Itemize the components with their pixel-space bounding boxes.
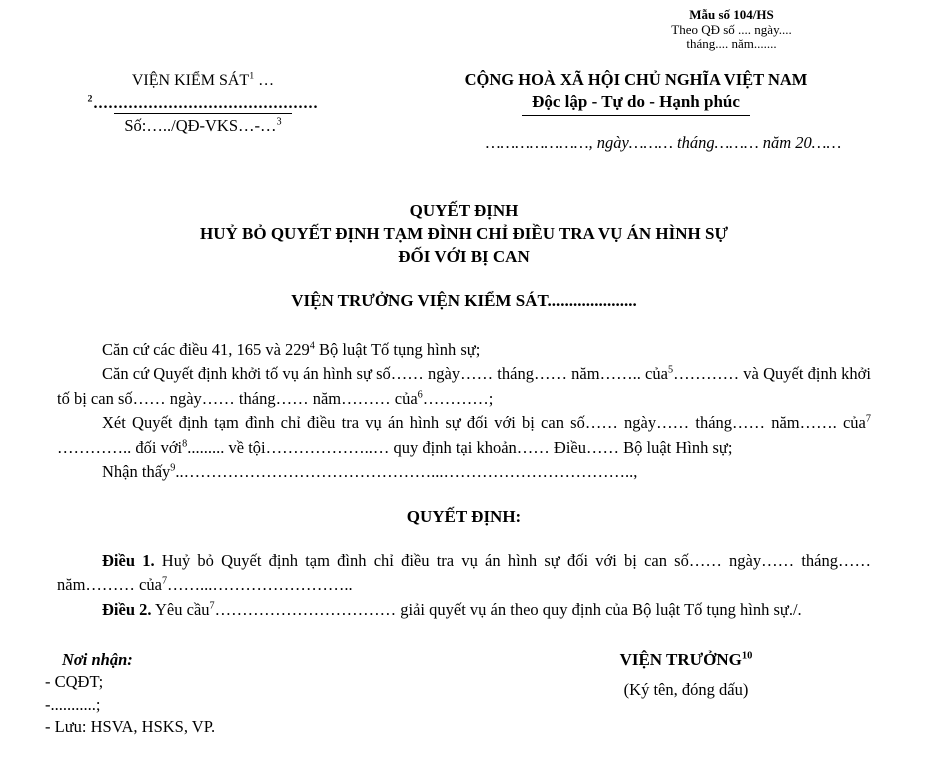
header-right-national-block bbox=[401, 68, 871, 153]
national-motto: Độc lập - Tự do - Hạnh phúc bbox=[522, 92, 750, 116]
signature-note: (Ký tên, đóng dấu) bbox=[623, 680, 749, 699]
title-line2: HUỶ BỎ QUYẾT ĐỊNH TẠM ĐÌNH CHỈ ĐIỀU TRA VỤ ÁN HÌNH SỰ bbox=[199, 223, 729, 243]
paragraph-suspension-review: Xét Quyết định tạm đình chỉ điều tra vụ án hình sự đối với bị can số…… ngày…… tháng…… năm……. của$^7$ ………….. đối với$^8$......... về tội………………..… quy định tại khoản…… Điều…… Bộ luật Hình sự; bbox=[57, 413, 871, 457]
paragraph-article-2: Điều 2. Yêu cầu$^7$…………………………… giải quyết vụ án theo quy định của Bộ luật Tố tụng hình sự./. bbox=[102, 599, 802, 619]
signature-title: VIỆN TRƯỞNG$^{10}$ bbox=[619, 650, 753, 669]
recipients-title: Nơi nhận: bbox=[62, 650, 133, 669]
form-meta-line3: tháng.... năm....... bbox=[686, 36, 777, 51]
issuer-line: VIỆN TRƯỞNG VIỆN KIỂM SÁT..................... bbox=[291, 290, 637, 310]
title-line3: ĐỐI VỚI BỊ CAN bbox=[398, 246, 530, 266]
document-body bbox=[57, 338, 871, 623]
form-meta-line2: Theo QĐ số .... ngày.... bbox=[671, 21, 792, 37]
form-meta-block bbox=[614, 8, 849, 52]
header bbox=[57, 68, 871, 153]
agency-dotted-line: $^2$............................................. bbox=[87, 93, 319, 112]
document-number-line: Số:…../QĐ-VKS…-…$^3$ bbox=[124, 115, 282, 135]
form-number: Mẫu số 104/HS bbox=[689, 7, 774, 22]
paragraph-article-1: Điều 1. Huỷ bỏ Quyết định tạm đình chỉ điều tra vụ án hình sự đối với bị can số…… ngày…… tháng…… năm……… của$^7$……...…………………….. bbox=[57, 550, 872, 594]
paragraph-findings: Nhận thấy$^9$..………………………………………...…………………………….., bbox=[102, 462, 638, 481]
paragraph-legal-basis: Căn cứ các điều 41, 165 và $229^4$ Bộ luật Tố tụng hình sự; bbox=[102, 339, 481, 359]
signature-block bbox=[501, 649, 871, 739]
footer bbox=[45, 649, 871, 739]
header-left-agency-block bbox=[57, 68, 349, 153]
decision-heading: QUYẾT ĐỊNH: bbox=[406, 506, 522, 526]
recipient-item: - CQĐT; bbox=[45, 672, 104, 691]
recipient-item: - Lưu: HSVA, HSKS, VP. bbox=[45, 717, 216, 736]
national-title: CỘNG HOÀ XÃ HỘI CHỦ NGHĨA VIỆT NAM bbox=[464, 69, 808, 89]
title-line1: QUYẾT ĐỊNH bbox=[409, 200, 519, 220]
date-place-line: …………………, ngày……… tháng……… năm 20…… bbox=[485, 132, 842, 152]
agency-name: VIỆN KIỂM SÁT$^1$ … bbox=[131, 70, 275, 89]
paragraph-prosecution-decision: Căn cứ Quyết định khởi tố vụ án hình sự số…… ngày…… tháng…… năm…….. của$^5$………… và Quyết định khởi tố bị can số…… ngày…… tháng…… năm……… của$^6$…………; bbox=[57, 364, 871, 408]
recipient-item: -...........; bbox=[45, 694, 101, 714]
recipients-block bbox=[45, 649, 501, 739]
national-motto-wrap bbox=[401, 92, 871, 116]
document-title bbox=[57, 199, 871, 268]
